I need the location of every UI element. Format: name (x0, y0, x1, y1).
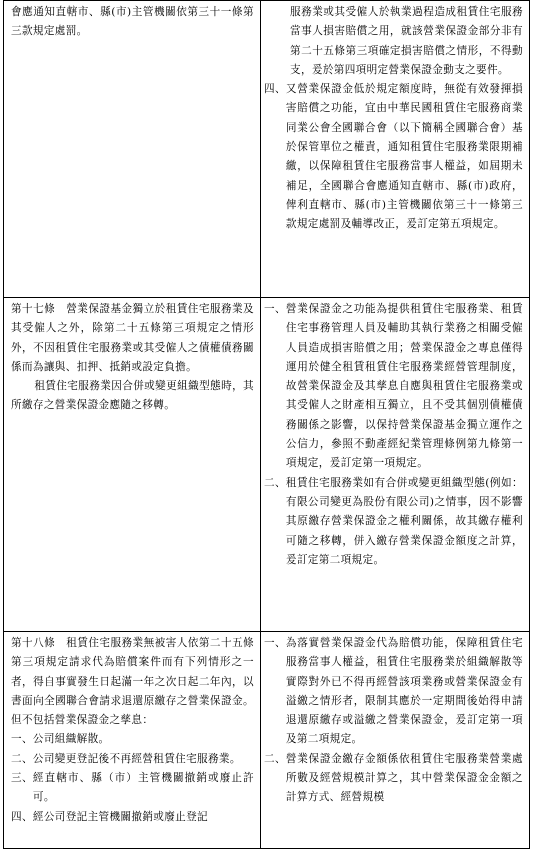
item-marker: 一、 (264, 637, 286, 649)
item-marker: 一、 (11, 733, 33, 746)
article-text-cell (4, 1, 261, 298)
item-marker: 二、 (264, 476, 286, 489)
explanation-continuation: 服務業或其受僱人於執業過程造成租賃住宅服務當事人損害賠償之用，就該營業保證金部分非有第二十五條第三項確定損害賠償之情形，不得動支，爰於第四項明定營業保證金動支之要件。 (290, 6, 523, 76)
article-paragraph: 租賃住宅服務業因合併或變更組織型態時，其所繳存之營業保證金應隨之移轉。 (11, 380, 254, 412)
explanation-item (264, 300, 523, 474)
regulation-comparison-table (3, 0, 530, 849)
item-text: 經公司登記主管機關撤銷或廢止登記 (32, 810, 208, 823)
item-text: 為落實營業保證金代為賠償功能，保障租賃住宅服務當事人權益，租賃住宅服務業於組織解散等實際對外已不得再經營該項業務或營業保證金有溢繳之情形者，限制其應於一定期間後始得申請退還原繳存或溢繳之營業保證金，爰訂定第一項及第二項規定。 (285, 637, 523, 746)
article-item (11, 730, 254, 749)
item-marker: 一、 (264, 303, 286, 315)
item-marker: 二、 (11, 752, 33, 765)
article-paragraph: 第十八條 租賃住宅服務業無被害人依第二十五條第三項規定請求代為賠償案件而有下列情形之一者，得自事實發生日起滿一年之次日起二年內，以書面向全國聯合會請求退還原繳存之營業保證金。但不包括營業保證金之孳息： (11, 637, 254, 727)
item-marker: 三、 (11, 772, 33, 785)
item-text: 租賃住宅服務業如有合併或變更組織型態(例如：有限公司變更為股份有限公司)之情事，因不影響其原繳存營業保證金之權利關係，故其繳存權利可隨之移轉，併入繳存營業保證金額度之計算，爰訂定第二項規定。 (285, 476, 523, 566)
explanation-item (264, 80, 523, 234)
explanation-cell (261, 632, 530, 849)
explanation-item (264, 634, 523, 750)
article-text-cell (4, 298, 261, 632)
explanation-item (264, 474, 523, 570)
item-text: 公司變更登記後不再經營租賃住宅服務業。 (32, 752, 241, 765)
article-item (11, 769, 254, 808)
article-paragraph: 會應通知直轄市、縣(市)主管機關依第三十一條第三款規定處罰。 (11, 6, 254, 38)
article-paragraph: 第十七條 營業保證基金獨立於租賃住宅服務業及其受僱人之外，除第二十五條第三項規定之情形外，不因租賃住宅服務業或其受僱人之債權債務關係而為讓與、扣押、抵銷或設定負擔。 (11, 303, 254, 373)
item-text: 又營業保證金低於規定額度時，無從有效發揮損害賠償之功能，宜由中華民國租賃住宅服務商業同業公會全國聯合會（以下簡稱全國聯合會）基於保管單位之權責，通知租賃住宅服務業限期補繳，以保障租賃住宅服務當事人權益，如屆期未補足，全國聯合會應通知直轄市、縣(市)政府，俾利直轄市、縣(市)主管機關依第三十一條第三款規定處罰及輔導改正，爰訂定第五項規定。 (285, 83, 523, 231)
table-row (4, 1, 530, 298)
article-item (11, 808, 254, 827)
item-text: 公司組織解散。 (32, 733, 110, 746)
item-text: 經直轄市、縣（市）主管機關撤銷或廢止許可。 (32, 772, 254, 804)
explanation-cell (261, 298, 530, 632)
explanation-cell (261, 1, 530, 298)
article-text-cell (4, 632, 261, 849)
item-marker: 二、 (264, 752, 286, 765)
table-row (4, 298, 530, 632)
table-row (4, 632, 530, 849)
item-text: 營業保證金繳存金額係依租賃住宅服務業營業處所數及經營規模計算之，其中營業保證金金額之計算方式、經營規模 (285, 752, 523, 804)
item-text: 營業保證金之功能為提供租賃住宅服務業、租賃住宅事務管理人員及輔助其執行業務之相關受僱人員造成損害賠償之用；營業保證金之專息僅得運用於健全租賃租賃住宅服務業經營管理制度，故營業保證金及其孳息自應與租賃住宅服務業或其受僱人之財產相互獨立，且不受其個別債權債務關係之影響，以保持營業保證基金獨立運作之公信力，參照不動產經紀業管理條例第九條第一項規定，爰訂定第一項規定。 (285, 303, 523, 470)
item-marker: 四、 (264, 83, 286, 96)
item-marker: 四、 (11, 810, 33, 823)
explanation-item (264, 750, 523, 808)
article-item (11, 750, 254, 769)
